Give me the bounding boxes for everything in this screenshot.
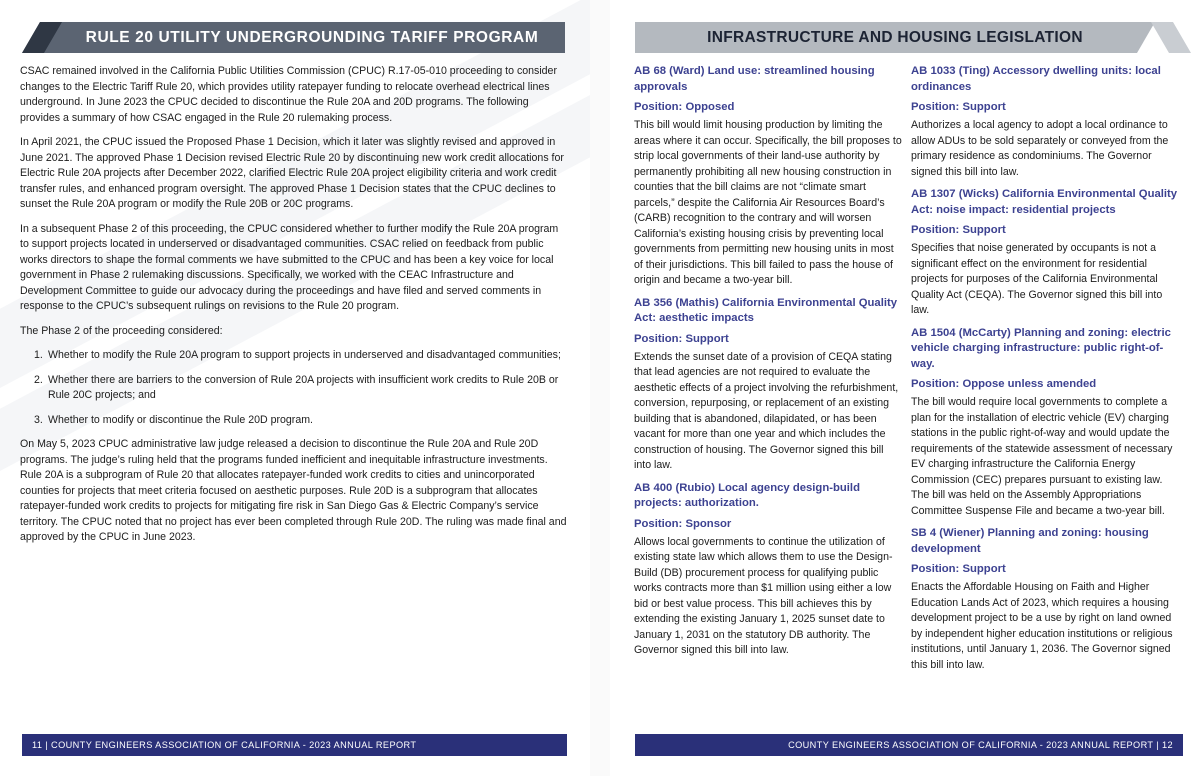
bill-title: AB 1307 (Wicks) California Environmental Quality Act: noise impact: residential projects <box>911 188 1178 216</box>
bill-entry <box>911 526 1179 673</box>
bill-position: Position: Support <box>911 101 1006 113</box>
left-page <box>0 0 590 776</box>
left-page-body <box>20 64 568 555</box>
right-page-title: INFRASTRUCTURE AND HOUSING LEGISLATION <box>707 29 1083 46</box>
paragraph: The Phase 2 of the proceeding considered: <box>20 324 223 337</box>
bill-description: Enacts the Affordable Housing on Faith and Higher Education Lands Act of 2023, which requires a housing development project to be a use by right on land owned by independent higher education institutions or religious institutions, until January 1, 2036. The Governor signed this bill into law. <box>911 581 1173 671</box>
list-item <box>20 413 568 429</box>
bill-description: Specifies that noise generated by occupants is not a significant effect on the environment for residential projects for purposes of the California Environmental Quality Act (CEQA). The Governor signed this bill into law. <box>911 242 1163 316</box>
bill-position: Position: Sponsor <box>634 517 732 530</box>
bill-entry <box>911 326 1179 520</box>
bill-position: Position: Opposed <box>634 101 735 113</box>
bill-entry <box>634 64 902 289</box>
bill-entry <box>634 481 902 659</box>
bill-position: Position: Support <box>911 224 1006 236</box>
bill-title: AB 1033 (Ting) Accessory dwelling units: local ordinances <box>911 65 1161 93</box>
page-gutter <box>590 0 610 776</box>
bill-description: This bill would limit housing production by limiting the areas where it can occur. Specifically, the bill proposes to strip local governments of their land-use authority by permanently prohibiting all new housing construction in counties that the bill claims are not “climate smart parcels,” despite the California Air Resources Board’s (CARB) recognition to the contrary and will worsen California’s existing housing crisis by preventing local governments from permitting new housing units in most of their jurisdictions. This bill failed to pass the house of origin and became a two-year bill. <box>634 119 902 286</box>
bill-title: AB 400 (Rubio) Local agency design-build projects: authorization. <box>634 481 860 509</box>
left-section-header <box>22 22 565 53</box>
list-number: 1. <box>34 349 43 361</box>
paragraph: In a subsequent Phase 2 of this proceeding, the CPUC considered whether to further modify the Rule 20A program to support projects located in underserved or disadvantaged communities. CSAC relied on feedback from public works directors to shape the formal comments we have submitted to the CPUC and has been a key voice for local government in Phase 2 rulemaking discussions. Specifically, we worked with the CEAC Infrastructure and Development Committee to guide our advocacy during the proceedings and have filed and served comments in response to the CPUC’s subsequent rulings on revisions to the Rule 20 program. <box>20 222 559 312</box>
paragraph: On May 5, 2023 CPUC administrative law judge released a decision to discontinue the Rule 20A and Rule 20D programs. The judge’s ruling held that the programs funded inefficient and inequitable infrastructure investments. Rule 20A is a subprogram of Rule 20 that allocates ratepayer-funded work credits to cities and unincorporated counties for projects that meet criteria focused on aesthetic purposes. Rule 20D is a subprogram that allocates ratepayer-funded work credits to projects for mitigating fire risk in San Diego Gas & Electric Company’s service territory. The CPUC noted that no project has ever been completed through Rule 20D. The ruling was made final and approved by the CPUC in June 2023. <box>20 438 567 543</box>
list-item-text: Whether to modify the Rule 20A program to support projects in underserved and disadvantaged communities; <box>48 349 561 361</box>
list-number: 3. <box>34 413 43 426</box>
header-accent <box>1151 22 1191 53</box>
right-page-footer: COUNTY ENGINEERS ASSOCIATION OF CALIFORNIA - 2023 ANNUAL REPORT | 12 <box>635 734 1183 756</box>
paragraph: In April 2021, the CPUC issued the Proposed Phase 1 Decision, which it later was slightly revised and approved in June 2021. The approved Phase 1 Decision revised Electric Rule 20 by discontinuing new work credit allocations for Electric Rule 20A projects after December 2022, clarified Electric Rule 20A project eligibility criteria and work credit transfer rules, and enhanced program oversight. The approved Phase 1 Decision states that the CPUC declines to sunset the Rule 20A program or modify the Rule 20B or 20C programs. <box>20 136 564 210</box>
bill-description: Extends the sunset date of a provision of CEQA stating that lead agencies are not required to evaluate the aesthetic effects of a project involving the refurbishment, conversion, repurposing, or replacement of an existing building that is abandoned, dilapidated, or has been vacant for more than one year and which includes the construction of housing. The Governor signed this bill into law. <box>634 350 899 471</box>
bill-position: Position: Support <box>911 563 1006 575</box>
bill-title: AB 68 (Ward) Land use: streamlined housing approvals <box>634 65 875 93</box>
bill-position: Position: Oppose unless amended <box>911 378 1097 390</box>
phase-2-considerations-list <box>20 348 568 428</box>
list-number: 2. <box>34 373 43 386</box>
bill-entry <box>634 296 902 474</box>
bill-entry <box>911 64 1179 180</box>
bill-description: Authorizes a local agency to adopt a local ordinance to allow ADUs to be sold separately or conveyed from the primary residence as condominiums. The Governor signed this bill into law. <box>911 119 1169 178</box>
paragraph: CSAC remained involved in the California Public Utilities Commission (CPUC) R.17-05-010 proceeding to consider changes to the Electric Tariff Rule 20, which provides utility ratepayer funding to relocate overhead electrical lines underground. In June 2023 the CPUC decided to discontinue the Rule 20A and 20D programs. The following provides a summary of how CSAC engaged in the Rule 20 rulemaking process. <box>20 65 557 124</box>
list-item <box>20 373 568 404</box>
bill-description: Allows local governments to continue the utilization of existing state law which allows them to use the Design-Build (DB) procurement process for qualifying public works contracts more than $1 million using either a low bid or best value process. This bill achieves this by extending the existing January 1, 2025 sunset date to January 1, 2031 on the statutory DB authority. The Governor signed this bill into law. <box>634 535 893 656</box>
right-page <box>610 0 1200 776</box>
list-item-text: Whether to modify or discontinue the Rule 20D program. <box>48 413 313 426</box>
bill-position: Position: Support <box>634 332 729 345</box>
bill-title: AB 1504 (McCarty) Planning and zoning: electric vehicle charging infrastructure: public right-of-way. <box>911 326 1171 370</box>
list-item-text: Whether there are barriers to the conversion of Rule 20A projects with insufficient work credits to Rule 20B or Rule 20C projects; and <box>48 373 559 401</box>
bill-entry <box>911 187 1179 319</box>
legislation-column-right <box>911 64 1179 680</box>
right-section-header <box>635 22 1183 53</box>
legislation-column-left <box>634 64 902 666</box>
bill-title: AB 356 (Mathis) California Environmental Quality Act: aesthetic impacts <box>634 296 898 324</box>
bill-description: The bill would require local governments to complete a plan for the installation of electric vehicle (EV) charging stations in the public right-of-way and would update the requirements of the statewide assessment of necessary EV charging infrastructure the California Energy Commission (CEC) prepares pursuant to existing law. The bill was held on the Assembly Appropriations Committee Suspense File and became a two-year bill. <box>911 396 1173 517</box>
list-item <box>20 348 568 364</box>
left-page-title: RULE 20 UTILITY UNDERGROUNDING TARIFF PROGRAM <box>85 29 539 46</box>
left-page-footer: 11 | COUNTY ENGINEERS ASSOCIATION OF CALIFORNIA - 2023 ANNUAL REPORT <box>22 734 567 756</box>
bill-title: SB 4 (Wiener) Planning and zoning: housing development <box>911 527 1149 555</box>
